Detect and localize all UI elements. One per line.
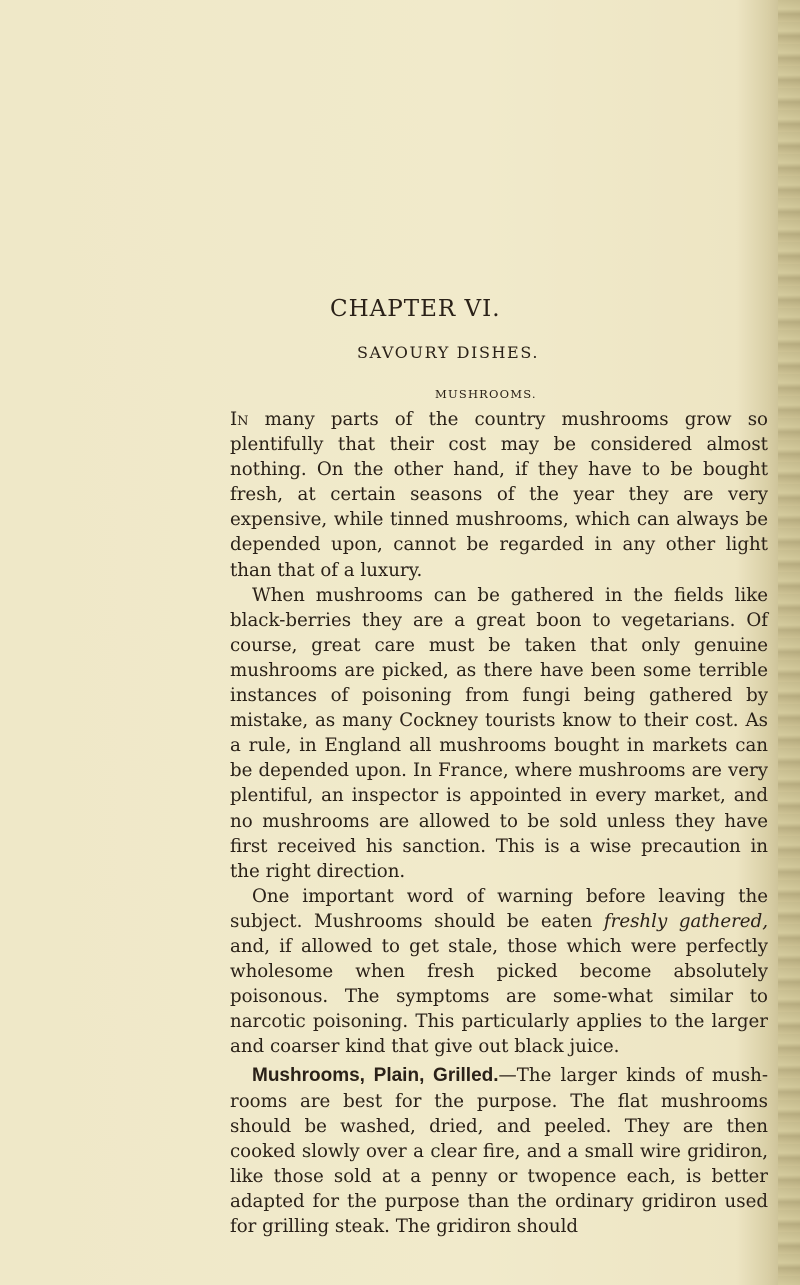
paragraph-3-emphasis: freshly gathered, xyxy=(603,910,768,932)
body-text xyxy=(230,407,768,1239)
paragraph-4-text: —The larger kinds of mush-rooms are best for the purpose. The flat mushrooms should be washed, dried, and peeled. They are then cooked slowly over a clear fire, and a small wire gridiron, like those sold at a penny or twopence each, is better adapted for the purpose than the ordinary gridiron used for grilling steak. The gridiron should xyxy=(230,1065,768,1237)
paragraph-1 xyxy=(230,407,768,583)
paragraph-2-text: When mushrooms can be gathered in the fields like black-berries they are a great boon to vegetarians. Of course, great care must be taken that only genuine mushrooms are picked, as there have been some terrible instances of poisoning from fungi being gathered by mistake, as many Cockney tourists know to their cost. As a rule, in England all mushrooms bought in markets can be depended upon. In France, where mushrooms are very plentiful, an inspector is appointed in every market, and no mushrooms are allowed to be sold unless they have first received his sanction. This is a wise precaution in the right direction. xyxy=(230,584,768,882)
paragraph-1-text: many parts of the country mushrooms grow so plentifully that their cost may be considered almost nothing. On the other hand, if they have to be bought fresh, at certain seasons of the year they are very expensive, while tinned mushrooms, which can always be depended upon, cannot be regarded in any other light than that of a luxury. xyxy=(230,409,768,581)
paragraph-3 xyxy=(230,884,768,1060)
paragraph-2 xyxy=(230,583,768,884)
chapter-title: CHAPTER VI. xyxy=(330,296,501,322)
section-title: SAVOURY DISHES. xyxy=(357,343,540,362)
page-edge xyxy=(778,0,800,1285)
recipe-heading: Mushrooms, Plain, Grilled. xyxy=(252,1065,499,1087)
paragraph-4 xyxy=(230,1063,768,1239)
paragraph-3-before: One important word of warning before leaving the subject. Mushrooms should be eaten xyxy=(230,885,768,932)
opening-word: In xyxy=(230,409,249,430)
paragraph-3-after: and, if allowed to get stale, those which were perfectly wholesome when fresh picked become absolutely poisonous. The symptoms are some-what similar to narcotic poisoning. This particularly applies to the larger and coarser kind that give out black juice. xyxy=(230,935,768,1058)
subsection-title: MUSHROOMS. xyxy=(435,387,537,401)
